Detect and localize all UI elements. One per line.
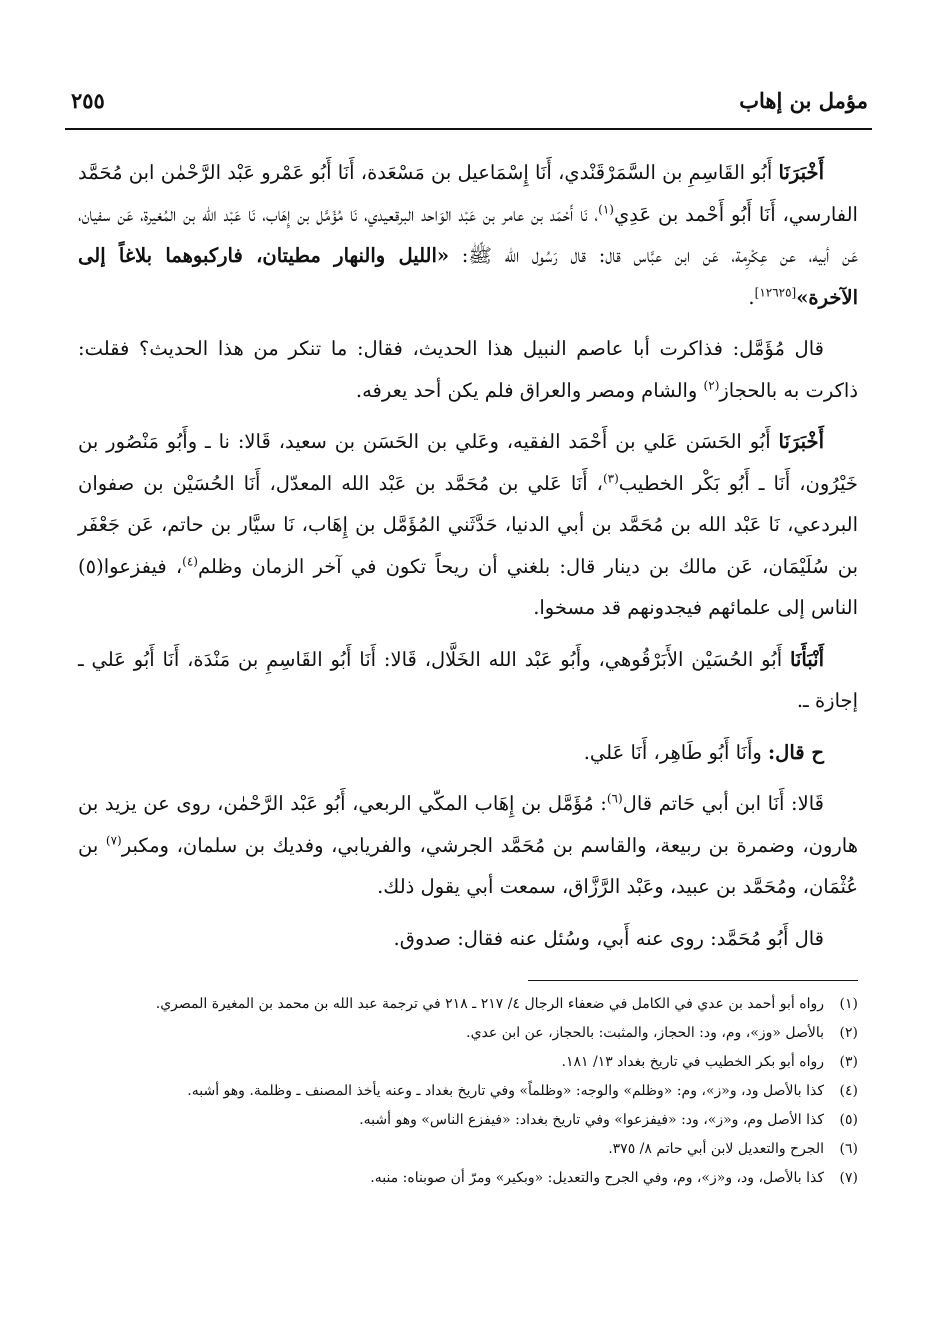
paragraph-text: بن عُثْمَان، ومُحَمَّد بن عبيد، وعَبْد الرَّزَّاق، سمعت أبي يقول ذلك. [78,833,858,898]
paragraph-2 [78,328,858,411]
footnote-ref: (٦) [606,791,623,806]
footnote-text: كذا بالأصل ود، و«ز»، وم: «وظلم» والوجه: «وظلماً» وفي تاريخ بغداد ـ وعنه يأخذ المصنف ـ وظلمة. وهو أشبه. [187,1083,824,1099]
footnote-item [78,1079,858,1103]
footnote-text: الجرح والتعديل لابن أبي حاتم ٨/ ٣٧٥. [608,1141,824,1157]
footnote-ref: (٣) [602,471,619,485]
paragraph-text: ، فيفزعوا(٥) الناس إلى علمائهم فيجدونهم قد مسخوا. [78,554,858,619]
header-rule [65,128,872,130]
paragraph-1 [78,152,858,318]
footnote-number: (٧) [839,1170,858,1186]
footnote-ref: (٤) [182,554,198,568]
footnote-rule [528,980,858,981]
footnote-number: (٤) [839,1083,858,1099]
footnote-number: (٣) [839,1054,858,1070]
paragraph-7 [78,918,858,960]
footnote-item [78,1137,858,1161]
page-number: ٢٥٥ [71,88,105,113]
paragraph-6 [78,783,858,908]
hadith-quote: «الليل والنهار مطيتان، فاركبوهما بلاغاً إلى الآخرة» [78,244,858,309]
footnote-item [78,992,858,1016]
paragraph-text: قَالا: أَنَا ابن أبي حَاتم قال [622,792,824,815]
footnote-number: (٥) [839,1112,858,1128]
isnad-keyword: أَخْبَرَنَا [778,161,824,184]
footnote-item [78,1108,858,1132]
footnote-text: كذا الأصل وم، و«ز»، ود: «فيفزعوا» وفي تاريخ بغداد: «فيفزع الناس» وهو أشبه. [359,1112,824,1128]
page-header [65,78,872,128]
isnad-keyword: ح قال: [767,740,824,764]
footnote-item [78,1050,858,1074]
paragraph-text: : مُؤَمَّل بن إِهَاب المكّي الربعي، أَبُو عَبْد الرَّحْمٰن، روى عن يزيد بن هارون، وضمرة بن ربيعة، والقاسم بن مُحَمَّد الجرشي، والفريابي، وفديك بن سلمان، ومكبر [78,792,858,857]
running-title: مؤمل بن إهاب [739,88,868,113]
footnote-text: رواه أبو أحمد بن عدي في الكامل في ضعفاء الرجال ٤/ ٢١٧ ـ ٢١٨ في ترجمة عبد الله بن محمد بن المغيرة المصري. [155,996,824,1012]
footnote-text: بالأصل «وز»، وم، ود: الحجاز، والمثبت: بالحجاز، عن ابن عدي. [466,1025,824,1041]
paragraph-text: ، نَا أَحْمَد بن عامر بن عَبْد الوَاحد البرقعيدي، نَا مُؤَمَّل بن إِهَاب، نَا عَبْد الله بن المُغيرة، عَن سفيان، عَن أبيه، عن عِكْرِمة، عَن ابن عبَّاس قال: قال رَسُول الله ﷺ: [78,202,858,267]
paragraph-text: أَبُو القَاسِمِ بن السَّمَرْقَنْدي، أَنَا إِسْمَاعيل بن مَسْعَدة، أَنَا أَبُو عَمْرو عَبْد الرَّحْمٰن ابن مُحَمَّد الفارسي، أَنَا أَبُو أَحْمد بن عَدِي [78,161,858,226]
footnote-ref: (٢) [703,378,720,392]
paragraph-text: . [748,285,755,309]
footnote-number: (٦) [839,1141,858,1157]
footnote-text: رواه أبو بكر الخطيب في تاريخ بغداد ١٣/ ١٨١. [561,1054,824,1070]
paragraph-text: ، أَنَا عَلي بن مُحَمَّد بن عَبْد الله المعدّل، أَنَا الحُسَيْن بن صفوان البردعي، نَا عَبْد الله بن مُحَمَّد بن أبي الدنيا، حَدَّثَني المُؤَمَّل بن إِهَاب، نَا سيَّار بن حاتم، عَن جَعْفَر بن سُلَيْمَان، عَن مالك بن دينار قال: بلغني أن ريحاً تكون في آخر الزمان وظلم [78,471,858,578]
footnote-number: (٢) [839,1025,858,1041]
footnote-item [78,1021,858,1045]
isnad-keyword: أَخْبَرَنَا [778,430,824,453]
paragraph-5 [78,732,858,774]
paragraph-text: أَبُو الحُسَيْن الأَبَرْقُوهي، وأَبُو عَبْد الله الخَلَّال، قَالا: أَنَا أَبُو القَاسِمِ بن مَنْدَة، أَنَا أَبُو عَلي ـ إجازة ـ. [78,647,858,712]
paragraph-text: وأَنَا أَبُو طَاهِر، أَنَا عَلي. [583,740,768,764]
paragraph-text: قال مُؤَمَّل: فذاكرت أبا عاصم النبيل هذا الحديث، فقال: ما تنكر من هذا الحديث؟ فقلت: ذاكرت به بالحجاز [78,337,858,402]
footnote-ref: (٧) [105,833,122,847]
paragraph-3 [78,421,858,629]
main-text [78,152,858,959]
paragraph-text: أَبُو الحَسَن عَلي بن أَحْمَد الفقيه، وعَلي بن الحَسَن بن سعيد، قَالا: نا ـ وأَبُو مَنْصُور بن خَيْرُون، أَنَا ـ أَبُو بَكْر الخطيب [78,430,858,495]
footnote-number: (١) [839,996,858,1012]
paragraph-text: والشام ومصر والعراق فلم يكن أحد يعرفه. [355,378,704,402]
footnote-item [78,1166,858,1190]
footnote-text: كذا بالأصل، ود، و«ز»، وم، وفي الجرح والتعديل: «وبكير» ومرّ أن صوبناه: منبه. [370,1170,824,1186]
footnotes [78,992,858,1195]
footnote-ref: (١) [598,202,614,216]
isnad-keyword: أَنْبَأَنَا [789,647,824,671]
paragraph-4 [78,639,858,722]
hadith-number: [١٢٦٢٥] [754,285,797,299]
paragraph-text: قال أَبُو مُحَمَّد: روى عنه أَبي، وسُئل عنه فقال: صدوق. [393,926,824,950]
